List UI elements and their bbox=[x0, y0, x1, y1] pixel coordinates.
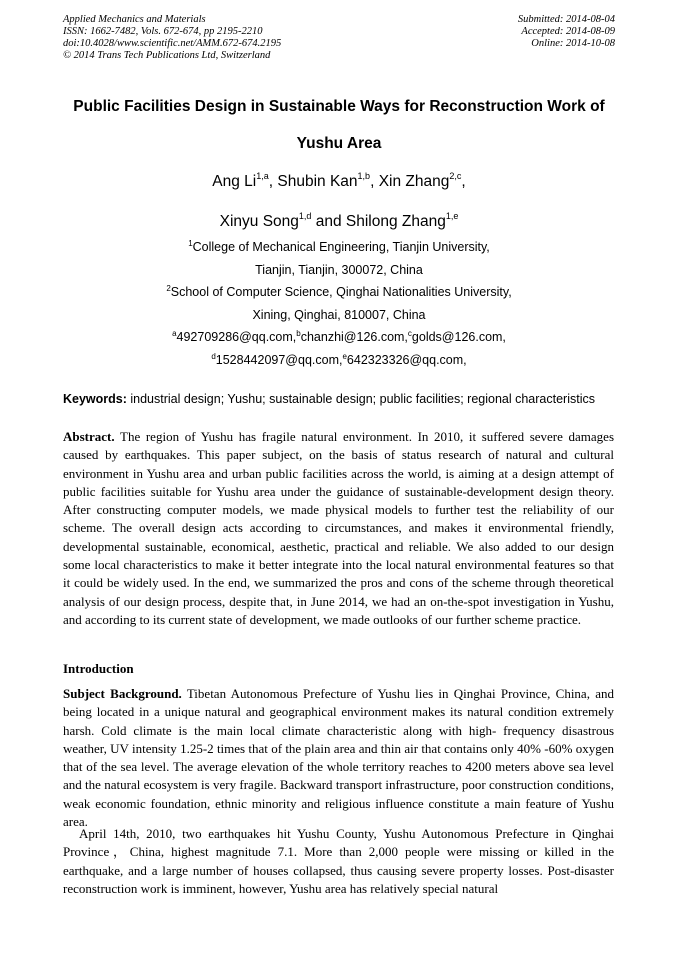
paragraph-earthquake: April 14th, 2010, two earthquakes hit Yushu County, Yushu Autonomous Prefecture in Qinghai Province，China, highest magnitude 7.1. More than 2,000 people were missing or killed in the earthquake, and a large number of houses collapsed, thus causing severe property losses. Post-disaster reconstruction work is imminent, however, Yushu area has relatively special natural bbox=[63, 826, 614, 896]
affil-text: College of Mechanical Engineering, Tianjin University, bbox=[192, 240, 490, 254]
paragraph-subject-background bbox=[63, 685, 614, 831]
author-line-2: Xinyu Song$^{1,d}$ and Shilong Zhang$^{1,e}$ bbox=[219, 211, 459, 230]
copyright-line: © 2014 Trans Tech Publications Ltd, Switzerland bbox=[63, 50, 271, 61]
abstract bbox=[63, 428, 614, 629]
email-address: chanzhi@126.com, bbox=[300, 330, 408, 345]
email-mark: b bbox=[296, 329, 301, 339]
author-name: Xinyu Song bbox=[219, 213, 299, 230]
email-address: golds@126.com, bbox=[411, 330, 506, 345]
email-mark: e bbox=[342, 351, 347, 361]
author-name: Shilong Zhang bbox=[345, 213, 446, 230]
affiliation-1-line-2: Tianjin, Tianjin, 300072, China bbox=[255, 262, 423, 277]
email-line-2 bbox=[40, 349, 638, 372]
submitted-date: Submitted: 2014-08-04 bbox=[517, 14, 615, 25]
affil-mark: 2 bbox=[166, 284, 171, 294]
online-date: Online: 2014-10-08 bbox=[531, 38, 615, 49]
email-mark: d bbox=[211, 351, 216, 361]
paragraph-text: Tibetan Autonomous Prefecture of Yushu lies in Qinghai Province, China, and being located in a unique natural and geographical environment makes its natural condition extremely harsh. Cold climate is the main local climate characteristic along with high- frequency disastrous weather, UV intensity 1.25-2 times that of the plain area and thin air that contains only 40% -60% oxygen that of the sea level. The average elevation of the whole territory reaches to 4200 meters above sea level and the natural ecosystem is very fragile. Backward transport infrastructure, poor construction conditions, weak economic foundation, ethnic minority and religious influence constitute a main feature of Yushu area. bbox=[63, 686, 614, 830]
author-affil-mark: 1,d bbox=[298, 211, 312, 221]
affil-mark: 1 bbox=[188, 239, 193, 248]
affiliation-1-line-1 bbox=[40, 236, 638, 259]
author-list bbox=[40, 162, 638, 242]
abstract-label: Abstract. bbox=[63, 429, 115, 444]
author-affil-mark: 1,a bbox=[256, 171, 269, 181]
email-address: 1528442097@qq.com, bbox=[215, 352, 343, 367]
affiliation-2-line-1 bbox=[40, 281, 638, 304]
keywords bbox=[63, 391, 623, 407]
journal-name: Applied Mechanics and Materials bbox=[63, 14, 206, 25]
author-name: Xin Zhang bbox=[378, 173, 450, 190]
author-line-1: Ang Li$^{1,a}$, Shubin Kan$^{1,b}$, Xin Zhang$^{2,c}$, bbox=[212, 171, 466, 190]
paragraph-label: Subject Background. bbox=[63, 686, 182, 701]
affiliations bbox=[40, 236, 638, 372]
email-mark: c bbox=[407, 329, 412, 339]
journal-info bbox=[63, 14, 281, 62]
accepted-date: Accepted: 2014-08-09 bbox=[521, 26, 615, 37]
author-affil-mark: 1,b bbox=[357, 171, 371, 181]
email-mark: a bbox=[172, 329, 177, 339]
issn-line: ISSN: 1662-7482, Vols. 672-674, pp 2195-2210 bbox=[63, 26, 263, 37]
email-address: 492709286@qq.com, bbox=[176, 330, 297, 345]
author-affil-mark: 1,e bbox=[445, 211, 459, 221]
title-line-2: Yushu Area bbox=[296, 135, 382, 152]
email-address: 642323326@qq.com, bbox=[346, 352, 467, 367]
doi-line: doi:10.4028/www.scientific.net/AMM.672-674.2195 bbox=[63, 38, 282, 49]
keywords-text: industrial design; Yushu; sustainable design; public facilities; regional characteristics bbox=[126, 392, 595, 406]
paper-title bbox=[50, 88, 628, 162]
author-name: Ang Li bbox=[212, 173, 257, 190]
email-line-1 bbox=[40, 326, 638, 349]
affiliation-2-line-2: Xining, Qinghai, 810007, China bbox=[252, 307, 426, 322]
author-affil-mark: 2,c bbox=[449, 171, 462, 181]
title-line-1: Public Facilities Design in Sustainable Ways for Reconstruction Work of bbox=[73, 98, 605, 115]
section-heading-introduction: Introduction bbox=[63, 661, 134, 676]
author-name: Shubin Kan bbox=[277, 173, 358, 190]
submission-dates bbox=[518, 14, 615, 50]
keywords-label: Keywords: bbox=[63, 392, 127, 406]
affil-text: School of Computer Science, Qinghai Nationalities University, bbox=[170, 285, 512, 300]
abstract-text: The region of Yushu has fragile natural environment. In 2010, it suffered severe damages caused by earthquakes. This paper subject, on the basis of status research of natural and cultural environment in Yushu area and urban public facilities across the world, is aiming at a design attempt of public facilities suitable for Yushu area under the guidance of sustainable-development design theory. After constructing computer models, we made physical models to further test the reliability of our scheme. The overall design acts according to circumstances, and makes it environmental friendly, developmental sustainable, economical, aesthetic, practical and reliable. We also added to our design some local characteristics to make it better integrate into the local natural environmental features so that it could be widely used. In the end, we summarized the pros and cons of the scheme through theoretical analysis of our design process, despite that, in June 2014, we had an on-the-spot investigation in Yushu, and according to its current state of development, we made outlooks of our further scheme practice. bbox=[63, 429, 614, 627]
